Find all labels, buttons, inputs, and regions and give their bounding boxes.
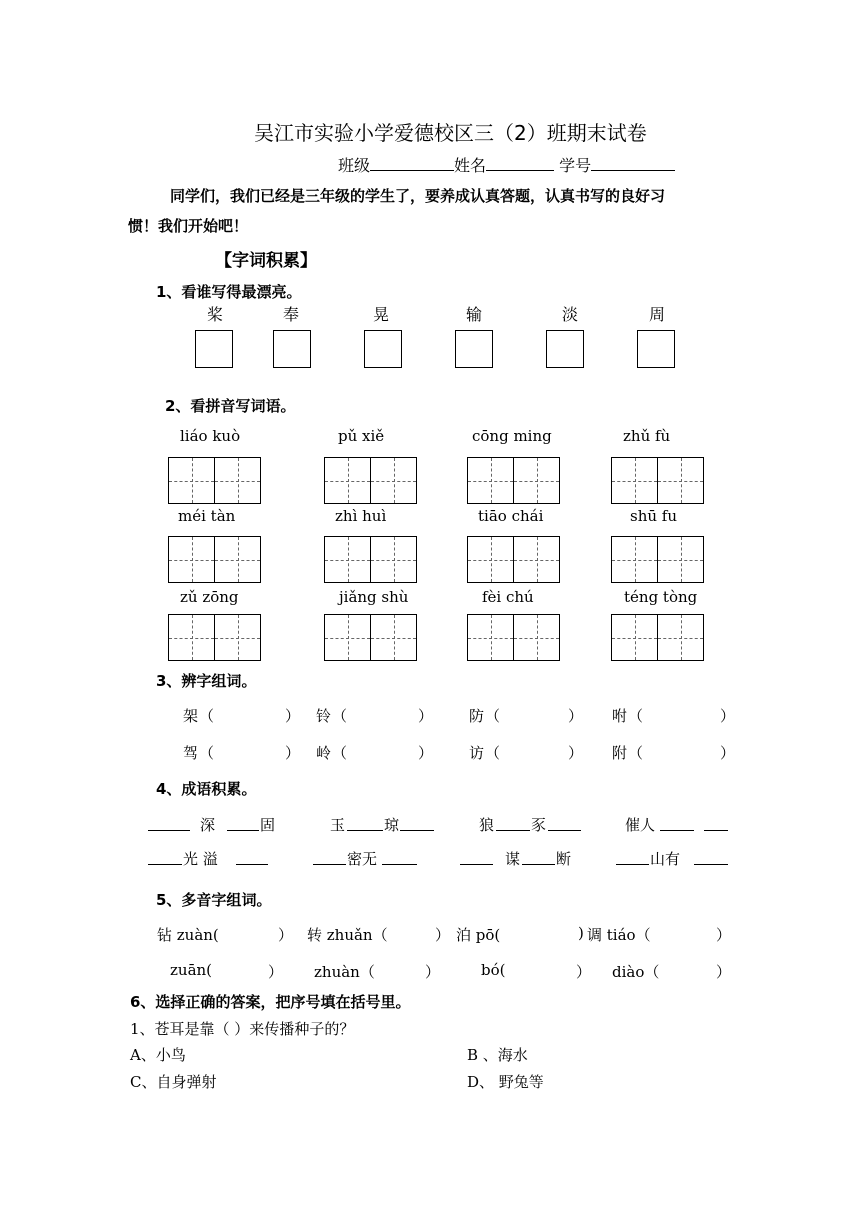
q3-open-paren: （ bbox=[332, 744, 348, 762]
q1-writing-box[interactable] bbox=[637, 330, 675, 368]
polyphone-close: ） bbox=[278, 926, 294, 944]
idiom-text: 玉 bbox=[330, 816, 346, 834]
idiom-text: 固 bbox=[260, 816, 276, 834]
q3-open-paren: （ bbox=[199, 707, 215, 725]
pinyin-label: tiāo chái bbox=[478, 507, 544, 525]
name-label: 姓名 bbox=[454, 156, 487, 175]
tianzige-grid[interactable] bbox=[611, 457, 704, 504]
pinyin-label: cōng ming bbox=[472, 427, 552, 445]
pinyin-label: méi tàn bbox=[178, 507, 236, 525]
q2-label: 2、看拼音写词语。 bbox=[165, 397, 296, 415]
idiom-blank[interactable] bbox=[704, 814, 728, 831]
idiom-blank[interactable] bbox=[496, 814, 530, 831]
q3-close-paren: ） bbox=[418, 744, 434, 762]
q3-char: 附 bbox=[612, 744, 628, 762]
class-label: 班级 bbox=[338, 156, 371, 175]
pinyin-label: zhǔ fù bbox=[623, 427, 671, 445]
idiom-text: 光 溢 bbox=[183, 850, 218, 868]
q6-option-d[interactable]: D、 野兔等 bbox=[467, 1073, 544, 1091]
q1-label: 1、看谁写得最漂亮。 bbox=[156, 283, 302, 301]
tianzige-grid[interactable] bbox=[611, 614, 704, 661]
q5-label: 5、多音字组词。 bbox=[156, 891, 272, 909]
idiom-text: 深 bbox=[200, 816, 216, 834]
q6-option-a[interactable]: A、小鸟 bbox=[130, 1046, 186, 1064]
q1-char: 奉 bbox=[283, 305, 300, 324]
q3-close-paren: ） bbox=[285, 707, 301, 725]
polyphone-close: ） bbox=[435, 926, 451, 944]
pinyin-label: pǔ xiě bbox=[338, 427, 385, 445]
q3-char: 访 bbox=[469, 744, 485, 762]
idiom-blank[interactable] bbox=[347, 814, 383, 831]
idiom-blank[interactable] bbox=[548, 814, 581, 831]
idiom-text: 琼 bbox=[384, 816, 400, 834]
section-heading: 【字词积累】 bbox=[215, 251, 317, 271]
q6-option-b[interactable]: B 、海水 bbox=[467, 1046, 528, 1064]
polyphone-close: ） bbox=[576, 963, 592, 981]
idiom-blank[interactable] bbox=[522, 848, 555, 865]
q3-close-paren: ） bbox=[568, 744, 584, 762]
idiom-text: 密无 bbox=[347, 850, 378, 868]
student-info-line bbox=[338, 153, 675, 176]
pinyin-label: fèi chú bbox=[482, 588, 534, 606]
polyphone-close: ） bbox=[425, 963, 441, 981]
tianzige-grid[interactable] bbox=[168, 457, 261, 504]
idiom-blank[interactable] bbox=[616, 848, 649, 865]
q6-question: 1、苍耳是靠（ ）来传播种子的？ bbox=[130, 1020, 355, 1038]
q1-char: 输 bbox=[466, 305, 483, 324]
q3-char: 防 bbox=[469, 707, 485, 725]
tianzige-grid[interactable] bbox=[324, 536, 417, 583]
idiom-text: 豕 bbox=[531, 816, 547, 834]
idiom-blank[interactable] bbox=[148, 848, 182, 865]
tianzige-grid[interactable] bbox=[467, 614, 560, 661]
q1-writing-box[interactable] bbox=[546, 330, 584, 368]
q3-close-paren: ） bbox=[285, 744, 301, 762]
q3-close-paren: ） bbox=[568, 707, 584, 725]
class-blank[interactable] bbox=[370, 154, 454, 171]
pinyin-label: shū fu bbox=[630, 507, 677, 525]
idiom-blank[interactable] bbox=[313, 848, 346, 865]
q1-writing-box[interactable] bbox=[195, 330, 233, 368]
tianzige-grid[interactable] bbox=[324, 614, 417, 661]
q3-open-paren: （ bbox=[485, 744, 501, 762]
polyphone-close: ） bbox=[716, 963, 732, 981]
polyphone-close: ） bbox=[716, 926, 732, 944]
idiom-text: 催人 bbox=[625, 816, 656, 834]
q1-writing-box[interactable] bbox=[455, 330, 493, 368]
q6-label: 6、选择正确的答案，把序号填在括号里。 bbox=[130, 993, 411, 1011]
number-label: 学号 bbox=[559, 156, 592, 175]
polyphone-item: bó( bbox=[481, 961, 506, 979]
idiom-blank[interactable] bbox=[660, 814, 694, 831]
q3-open-paren: （ bbox=[199, 744, 215, 762]
q1-char: 周 bbox=[649, 305, 666, 324]
q1-char: 晃 bbox=[373, 305, 390, 324]
q3-char: 咐 bbox=[612, 707, 628, 725]
idiom-text: 谋 bbox=[505, 850, 521, 868]
q3-open-paren: （ bbox=[485, 707, 501, 725]
q3-char: 铃 bbox=[316, 707, 332, 725]
polyphone-item: 钻 zuàn( bbox=[157, 926, 219, 944]
name-blank[interactable] bbox=[486, 154, 554, 171]
pinyin-label: liáo kuò bbox=[180, 427, 241, 445]
idiom-blank[interactable] bbox=[236, 848, 268, 865]
polyphone-item: zhuàn（ bbox=[314, 963, 375, 981]
tianzige-grid[interactable] bbox=[168, 536, 261, 583]
pinyin-label: jiǎng shù bbox=[339, 588, 409, 606]
q3-char: 驾 bbox=[183, 744, 199, 762]
q4-label: 4、成语积累。 bbox=[156, 780, 257, 798]
idiom-text: 断 bbox=[556, 850, 572, 868]
tianzige-grid[interactable] bbox=[467, 457, 560, 504]
q3-close-paren: ） bbox=[720, 744, 736, 762]
polyphone-item: 泊 pō( bbox=[456, 926, 501, 944]
polyphone-close: ) bbox=[578, 924, 584, 942]
polyphone-item: diào（ bbox=[612, 963, 660, 981]
polyphone-item: zuān( bbox=[170, 961, 213, 979]
number-blank[interactable] bbox=[591, 154, 675, 171]
page-title: 吴江市实验小学爱德校区三（2）班期末试卷 bbox=[254, 121, 647, 145]
pinyin-label: zǔ zōng bbox=[180, 588, 239, 606]
q6-option-c[interactable]: C、自身弹射 bbox=[130, 1073, 217, 1091]
idiom-blank[interactable] bbox=[400, 814, 434, 831]
tianzige-grid[interactable] bbox=[467, 536, 560, 583]
q3-label: 3、辨字组词。 bbox=[156, 672, 257, 690]
q1-char: 桨 bbox=[207, 305, 224, 324]
q1-writing-box[interactable] bbox=[273, 330, 311, 368]
q3-open-paren: （ bbox=[628, 744, 644, 762]
idiom-blank[interactable] bbox=[148, 814, 190, 831]
q1-writing-box[interactable] bbox=[364, 330, 402, 368]
pinyin-label: zhì huì bbox=[335, 507, 387, 525]
tianzige-grid[interactable] bbox=[324, 457, 417, 504]
polyphone-item: 调 tiáo（ bbox=[587, 926, 651, 944]
tianzige-grid[interactable] bbox=[611, 536, 704, 583]
q1-char: 淡 bbox=[562, 305, 579, 324]
q3-close-paren: ） bbox=[418, 707, 434, 725]
tianzige-grid[interactable] bbox=[168, 614, 261, 661]
polyphone-item: 转 zhuǎn（ bbox=[307, 926, 388, 944]
q3-char: 岭 bbox=[316, 744, 332, 762]
pinyin-label: téng tòng bbox=[624, 588, 698, 606]
idiom-blank[interactable] bbox=[382, 848, 417, 865]
q3-open-paren: （ bbox=[628, 707, 644, 725]
idiom-text: 山有 bbox=[650, 850, 681, 868]
q3-char: 架 bbox=[183, 707, 199, 725]
polyphone-close: ） bbox=[268, 963, 284, 981]
idiom-text: 狼 bbox=[479, 816, 495, 834]
idiom-blank[interactable] bbox=[694, 848, 728, 865]
idiom-blank[interactable] bbox=[460, 848, 493, 865]
intro-line-1: 同学们，我们已经是三年级的学生了，要养成认真答题，认真书写的良好习 bbox=[170, 187, 666, 205]
q3-open-paren: （ bbox=[332, 707, 348, 725]
q3-close-paren: ） bbox=[720, 707, 736, 725]
intro-line-2: 惯！我们开始吧！ bbox=[128, 217, 249, 235]
idiom-blank[interactable] bbox=[227, 814, 259, 831]
